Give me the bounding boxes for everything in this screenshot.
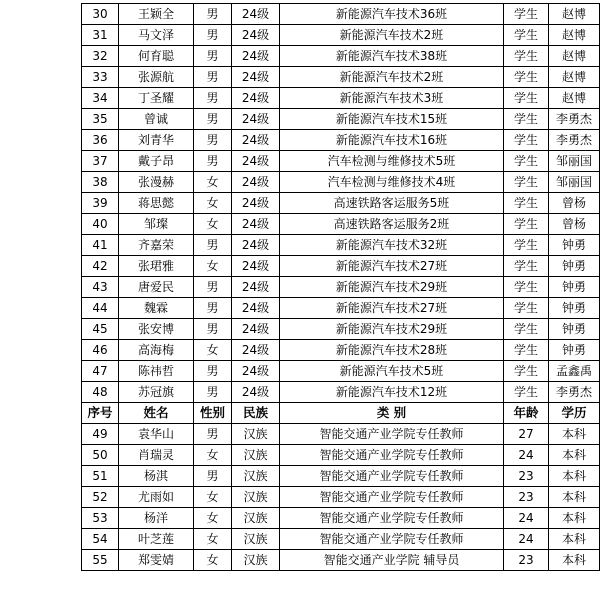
grade-cell: 24级 xyxy=(232,130,280,151)
teacher-cell: 孟鑫禹 xyxy=(549,361,600,382)
serial-number-cell: 37 xyxy=(82,151,119,172)
name-cell: 肖瑞灵 xyxy=(119,445,194,466)
role-cell: 学生 xyxy=(504,214,549,235)
serial-number-cell: 46 xyxy=(82,340,119,361)
serial-number-cell: 38 xyxy=(82,172,119,193)
student-row xyxy=(82,319,600,340)
grade-cell: 24级 xyxy=(232,382,280,403)
gender-cell: 女 xyxy=(194,550,232,571)
serial-number-cell: 41 xyxy=(82,235,119,256)
class-cell: 汽车检测与维修技术5班 xyxy=(280,151,504,172)
ethnicity-cell: 汉族 xyxy=(232,466,280,487)
role-cell: 学生 xyxy=(504,382,549,403)
grade-cell: 24级 xyxy=(232,4,280,25)
education-cell: 本科 xyxy=(549,529,600,550)
role-cell: 学生 xyxy=(504,151,549,172)
header-age-cell: 年龄 xyxy=(504,403,549,424)
gender-cell: 男 xyxy=(194,424,232,445)
gender-cell: 女 xyxy=(194,256,232,277)
class-cell: 新能源汽车技术29班 xyxy=(280,319,504,340)
class-cell: 新能源汽车技术32班 xyxy=(280,235,504,256)
role-cell: 学生 xyxy=(504,67,549,88)
gender-cell: 男 xyxy=(194,466,232,487)
gender-cell: 女 xyxy=(194,445,232,466)
gender-cell: 男 xyxy=(194,361,232,382)
class-cell: 新能源汽车技术29班 xyxy=(280,277,504,298)
gender-cell: 女 xyxy=(194,340,232,361)
name-cell: 苏冠旗 xyxy=(119,382,194,403)
ethnicity-cell: 汉族 xyxy=(232,508,280,529)
serial-number-cell: 35 xyxy=(82,109,119,130)
grade-cell: 24级 xyxy=(232,235,280,256)
name-cell: 唐爱民 xyxy=(119,277,194,298)
teacher-cell: 钟勇 xyxy=(549,235,600,256)
role-cell: 学生 xyxy=(504,298,549,319)
name-cell: 张珺雅 xyxy=(119,256,194,277)
name-cell: 郑雯婧 xyxy=(119,550,194,571)
name-cell: 何育聪 xyxy=(119,46,194,67)
staff-row xyxy=(82,529,600,550)
category-cell: 智能交通产业学院专任教师 xyxy=(280,529,504,550)
teacher-cell: 邹丽国 xyxy=(549,172,600,193)
name-cell: 魏霖 xyxy=(119,298,194,319)
education-cell: 本科 xyxy=(549,550,600,571)
roster-table xyxy=(81,3,600,571)
category-cell: 智能交通产业学院专任教师 xyxy=(280,445,504,466)
grade-cell: 24级 xyxy=(232,88,280,109)
student-row xyxy=(82,172,600,193)
gender-cell: 男 xyxy=(194,319,232,340)
name-cell: 陈祎哲 xyxy=(119,361,194,382)
name-cell: 丁圣耀 xyxy=(119,88,194,109)
grade-cell: 24级 xyxy=(232,151,280,172)
staff-header-row xyxy=(82,403,600,424)
header-category-cell: 类 别 xyxy=(280,403,504,424)
serial-number-cell: 50 xyxy=(82,445,119,466)
student-row xyxy=(82,88,600,109)
class-cell: 高速铁路客运服务2班 xyxy=(280,214,504,235)
gender-cell: 男 xyxy=(194,298,232,319)
serial-number-cell: 32 xyxy=(82,46,119,67)
name-cell: 王颖全 xyxy=(119,4,194,25)
class-cell: 新能源汽车技术3班 xyxy=(280,88,504,109)
role-cell: 学生 xyxy=(504,319,549,340)
gender-cell: 女 xyxy=(194,214,232,235)
gender-cell: 男 xyxy=(194,130,232,151)
teacher-cell: 李勇杰 xyxy=(549,382,600,403)
grade-cell: 24级 xyxy=(232,193,280,214)
gender-cell: 女 xyxy=(194,487,232,508)
student-row xyxy=(82,46,600,67)
gender-cell: 女 xyxy=(194,193,232,214)
student-row xyxy=(82,193,600,214)
gender-cell: 女 xyxy=(194,508,232,529)
serial-number-cell: 51 xyxy=(82,466,119,487)
age-cell: 24 xyxy=(504,508,549,529)
gender-cell: 男 xyxy=(194,88,232,109)
staff-row xyxy=(82,487,600,508)
header-name-cell: 姓名 xyxy=(119,403,194,424)
teacher-cell: 钟勇 xyxy=(549,319,600,340)
grade-cell: 24级 xyxy=(232,256,280,277)
serial-number-cell: 42 xyxy=(82,256,119,277)
gender-cell: 男 xyxy=(194,4,232,25)
name-cell: 杨洋 xyxy=(119,508,194,529)
grade-cell: 24级 xyxy=(232,298,280,319)
ethnicity-cell: 汉族 xyxy=(232,424,280,445)
teacher-cell: 李勇杰 xyxy=(549,109,600,130)
gender-cell: 男 xyxy=(194,277,232,298)
grade-cell: 24级 xyxy=(232,46,280,67)
teacher-cell: 钟勇 xyxy=(549,298,600,319)
category-cell: 智能交通产业学院 辅导员 xyxy=(280,550,504,571)
staff-row xyxy=(82,424,600,445)
category-cell: 智能交通产业学院专任教师 xyxy=(280,508,504,529)
name-cell: 杨淇 xyxy=(119,466,194,487)
gender-cell: 女 xyxy=(194,529,232,550)
category-cell: 智能交通产业学院专任教师 xyxy=(280,466,504,487)
gender-cell: 男 xyxy=(194,25,232,46)
role-cell: 学生 xyxy=(504,277,549,298)
student-row xyxy=(82,277,600,298)
grade-cell: 24级 xyxy=(232,277,280,298)
gender-cell: 女 xyxy=(194,172,232,193)
class-cell: 新能源汽车技术12班 xyxy=(280,382,504,403)
role-cell: 学生 xyxy=(504,25,549,46)
staff-row xyxy=(82,445,600,466)
teacher-cell: 邹丽国 xyxy=(549,151,600,172)
student-row xyxy=(82,151,600,172)
role-cell: 学生 xyxy=(504,88,549,109)
student-row xyxy=(82,25,600,46)
education-cell: 本科 xyxy=(549,424,600,445)
serial-number-cell: 40 xyxy=(82,214,119,235)
serial-number-cell: 49 xyxy=(82,424,119,445)
staff-row xyxy=(82,508,600,529)
role-cell: 学生 xyxy=(504,256,549,277)
student-row xyxy=(82,361,600,382)
education-cell: 本科 xyxy=(549,487,600,508)
serial-number-cell: 30 xyxy=(82,4,119,25)
name-cell: 邹璨 xyxy=(119,214,194,235)
class-cell: 新能源汽车技术16班 xyxy=(280,130,504,151)
age-cell: 23 xyxy=(504,466,549,487)
grade-cell: 24级 xyxy=(232,67,280,88)
role-cell: 学生 xyxy=(504,172,549,193)
name-cell: 张漫赫 xyxy=(119,172,194,193)
student-row xyxy=(82,298,600,319)
ethnicity-cell: 汉族 xyxy=(232,550,280,571)
student-row xyxy=(82,109,600,130)
class-cell: 高速铁路客运服务5班 xyxy=(280,193,504,214)
role-cell: 学生 xyxy=(504,4,549,25)
serial-number-cell: 44 xyxy=(82,298,119,319)
serial-number-cell: 52 xyxy=(82,487,119,508)
name-cell: 张源航 xyxy=(119,67,194,88)
grade-cell: 24级 xyxy=(232,214,280,235)
student-row xyxy=(82,130,600,151)
staff-row xyxy=(82,466,600,487)
teacher-cell: 钟勇 xyxy=(549,256,600,277)
serial-number-cell: 53 xyxy=(82,508,119,529)
class-cell: 新能源汽车技术5班 xyxy=(280,361,504,382)
name-cell: 叶芝莲 xyxy=(119,529,194,550)
grade-cell: 24级 xyxy=(232,172,280,193)
name-cell: 尤雨如 xyxy=(119,487,194,508)
student-row xyxy=(82,340,600,361)
name-cell: 高海梅 xyxy=(119,340,194,361)
role-cell: 学生 xyxy=(504,235,549,256)
serial-number-cell: 36 xyxy=(82,130,119,151)
serial-number-cell: 48 xyxy=(82,382,119,403)
header-ethnicity-cell: 民族 xyxy=(232,403,280,424)
role-cell: 学生 xyxy=(504,109,549,130)
name-cell: 张安博 xyxy=(119,319,194,340)
grade-cell: 24级 xyxy=(232,340,280,361)
header-education-cell: 学历 xyxy=(549,403,600,424)
teacher-cell: 赵博 xyxy=(549,46,600,67)
name-cell: 齐嘉荣 xyxy=(119,235,194,256)
serial-number-cell: 31 xyxy=(82,25,119,46)
ethnicity-cell: 汉族 xyxy=(232,529,280,550)
education-cell: 本科 xyxy=(549,466,600,487)
class-cell: 新能源汽车技术15班 xyxy=(280,109,504,130)
name-cell: 戴子昂 xyxy=(119,151,194,172)
teacher-cell: 赵博 xyxy=(549,25,600,46)
age-cell: 27 xyxy=(504,424,549,445)
teacher-cell: 钟勇 xyxy=(549,340,600,361)
role-cell: 学生 xyxy=(504,340,549,361)
teacher-cell: 曾杨 xyxy=(549,214,600,235)
teacher-cell: 赵博 xyxy=(549,67,600,88)
class-cell: 新能源汽车技术36班 xyxy=(280,4,504,25)
header-gender-cell: 性别 xyxy=(194,403,232,424)
teacher-cell: 李勇杰 xyxy=(549,130,600,151)
teacher-cell: 钟勇 xyxy=(549,277,600,298)
class-cell: 新能源汽车技术27班 xyxy=(280,256,504,277)
education-cell: 本科 xyxy=(549,508,600,529)
header-no-cell: 序号 xyxy=(82,403,119,424)
age-cell: 24 xyxy=(504,445,549,466)
grade-cell: 24级 xyxy=(232,109,280,130)
student-row xyxy=(82,235,600,256)
serial-number-cell: 39 xyxy=(82,193,119,214)
role-cell: 学生 xyxy=(504,46,549,67)
serial-number-cell: 34 xyxy=(82,88,119,109)
student-row xyxy=(82,382,600,403)
role-cell: 学生 xyxy=(504,361,549,382)
grade-cell: 24级 xyxy=(232,25,280,46)
age-cell: 24 xyxy=(504,529,549,550)
name-cell: 蒋思懿 xyxy=(119,193,194,214)
serial-number-cell: 47 xyxy=(82,361,119,382)
gender-cell: 男 xyxy=(194,67,232,88)
grade-cell: 24级 xyxy=(232,319,280,340)
category-cell: 智能交通产业学院专任教师 xyxy=(280,424,504,445)
student-row xyxy=(82,4,600,25)
name-cell: 刘青华 xyxy=(119,130,194,151)
gender-cell: 男 xyxy=(194,151,232,172)
category-cell: 智能交通产业学院专任教师 xyxy=(280,487,504,508)
role-cell: 学生 xyxy=(504,193,549,214)
student-row xyxy=(82,67,600,88)
gender-cell: 男 xyxy=(194,46,232,67)
age-cell: 23 xyxy=(504,487,549,508)
role-cell: 学生 xyxy=(504,130,549,151)
class-cell: 新能源汽车技术28班 xyxy=(280,340,504,361)
serial-number-cell: 33 xyxy=(82,67,119,88)
class-cell: 新能源汽车技术2班 xyxy=(280,67,504,88)
name-cell: 曾诚 xyxy=(119,109,194,130)
staff-row xyxy=(82,550,600,571)
class-cell: 新能源汽车技术27班 xyxy=(280,298,504,319)
teacher-cell: 赵博 xyxy=(549,4,600,25)
serial-number-cell: 45 xyxy=(82,319,119,340)
teacher-cell: 曾杨 xyxy=(549,193,600,214)
grade-cell: 24级 xyxy=(232,361,280,382)
class-cell: 新能源汽车技术2班 xyxy=(280,25,504,46)
gender-cell: 男 xyxy=(194,109,232,130)
serial-number-cell: 54 xyxy=(82,529,119,550)
class-cell: 汽车检测与维修技术4班 xyxy=(280,172,504,193)
teacher-cell: 赵博 xyxy=(549,88,600,109)
name-cell: 袁华山 xyxy=(119,424,194,445)
ethnicity-cell: 汉族 xyxy=(232,487,280,508)
serial-number-cell: 43 xyxy=(82,277,119,298)
serial-number-cell: 55 xyxy=(82,550,119,571)
education-cell: 本科 xyxy=(549,445,600,466)
gender-cell: 男 xyxy=(194,235,232,256)
age-cell: 23 xyxy=(504,550,549,571)
ethnicity-cell: 汉族 xyxy=(232,445,280,466)
name-cell: 马文泽 xyxy=(119,25,194,46)
student-row xyxy=(82,214,600,235)
gender-cell: 男 xyxy=(194,382,232,403)
student-row xyxy=(82,256,600,277)
class-cell: 新能源汽车技术38班 xyxy=(280,46,504,67)
